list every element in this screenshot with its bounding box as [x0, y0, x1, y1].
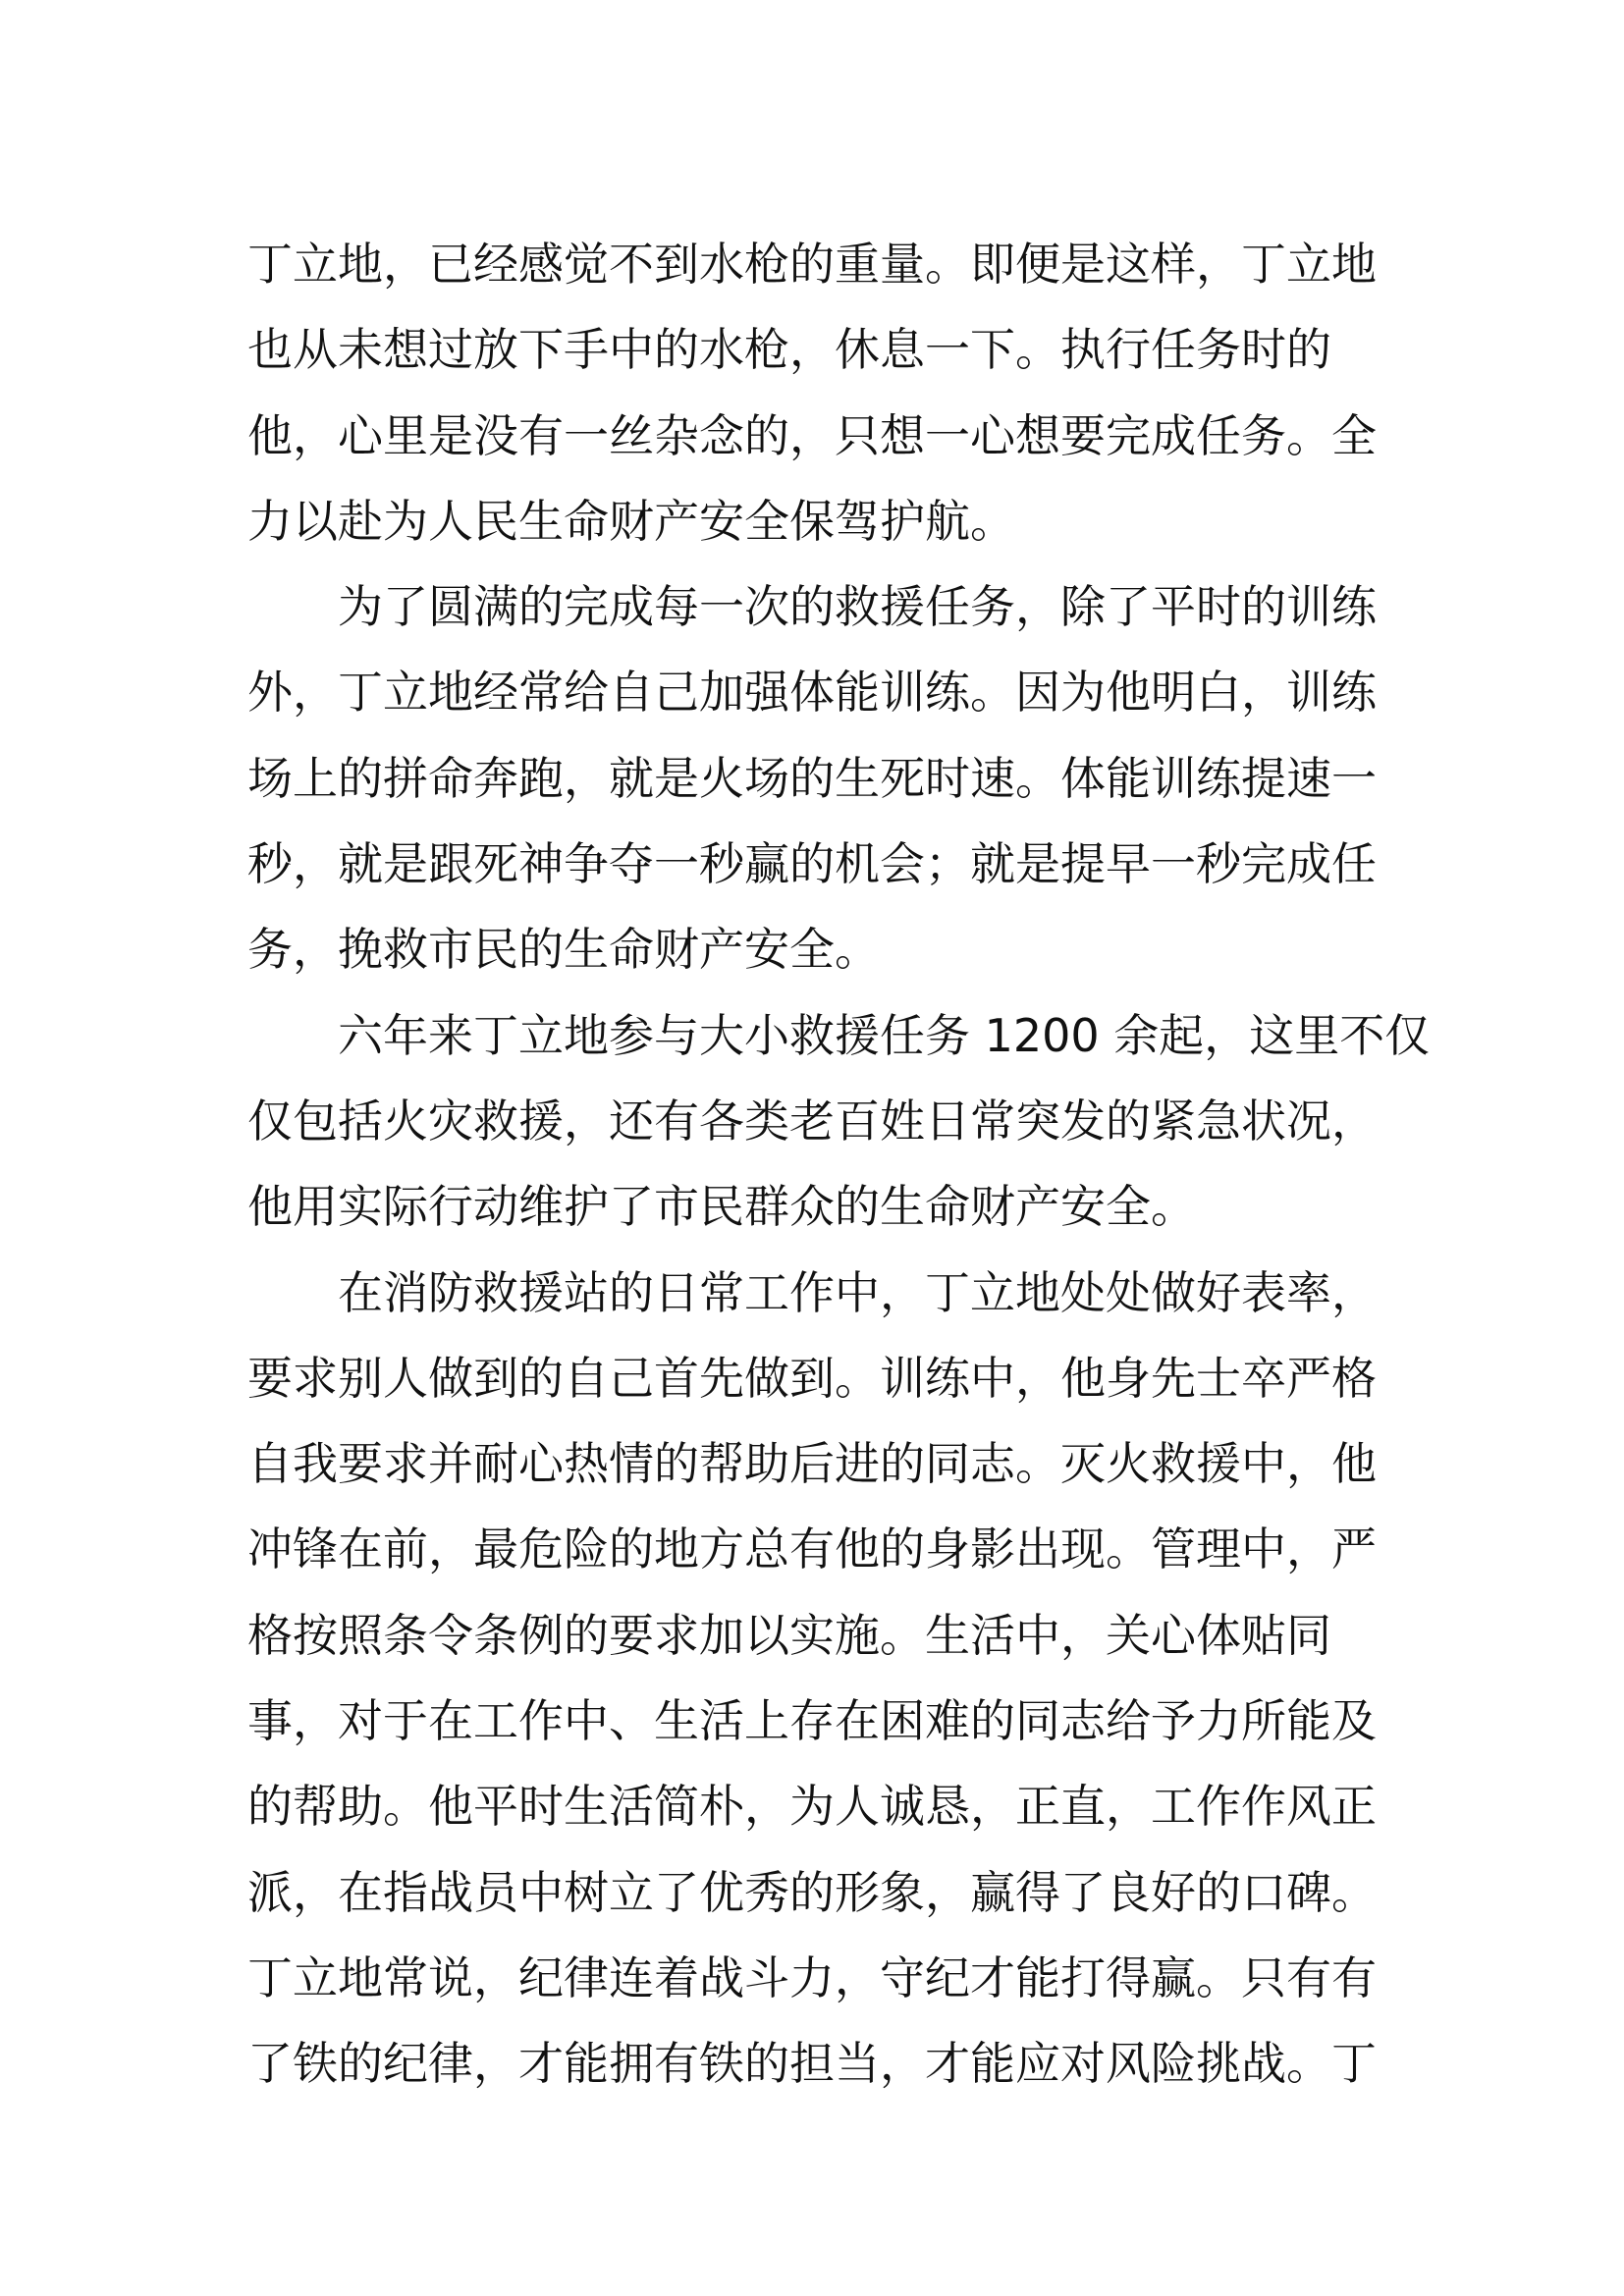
text-line: 他，心里是没有一丝杂念的，只想一心想要完成任务。全	[247, 408, 1377, 462]
text-line: 派，在指战员中树立了优秀的形象，赢得了良好的口碑。	[247, 1865, 1377, 1919]
text-line: 了铁的纪律，才能拥有铁的担当，才能应对风险挑战。丁	[247, 2037, 1377, 2091]
text-line: 事，对于在工作中、生活上存在困难的同志给予力所能及	[247, 1694, 1377, 1748]
text-line: 丁立地常说，纪律连着战斗力，守纪才能打得赢。只有有	[247, 1950, 1377, 2004]
text-line: 自我要求并耐心热情的帮助后进的同志。灭火救援中，他	[247, 1437, 1377, 1491]
paragraph-first-line: 六年来丁立地参与大小救援任务 1200 余起，这里不仅	[338, 1008, 1431, 1062]
text-line: 也从未想过放下手中的水枪，休息一下。执行任务时的	[247, 323, 1331, 377]
text-line: 秒，就是跟死神争夺一秒赢的机会；就是提早一秒完成任	[247, 837, 1377, 891]
text-line: 务，挽救市民的生命财产安全。	[247, 923, 880, 977]
paragraph-first-line: 为了圆满的完成每一次的救援任务，除了平时的训练	[338, 580, 1377, 634]
text-line: 的帮助。他平时生活简朴，为人诚恳，正直，工作作风正	[247, 1780, 1377, 1834]
text-line: 冲锋在前，最危险的地方总有他的身影出现。管理中，严	[247, 1522, 1377, 1576]
body-text	[247, 222, 1431, 2108]
text-line: 要求别人做到的自己首先做到。训练中，他身先士卒严格	[247, 1351, 1377, 1405]
text-line: 丁立地，已经感觉不到水枪的重量。即便是这样，丁立地	[247, 238, 1377, 291]
text-line: 场上的拼命奔跑，就是火场的生死时速。体能训练提速一	[247, 751, 1377, 805]
text-line: 格按照条令条例的要求加以实施。生活中，关心体贴同	[247, 1608, 1331, 1662]
text-line: 外，丁立地经常给自己加强体能训练。因为他明白，训练	[247, 666, 1377, 720]
text-line: 力以赴为人民生命财产安全保驾护航。	[247, 494, 1015, 548]
text-line: 仅包括火灾救援，还有各类老百姓日常突发的紧急状况，	[247, 1094, 1377, 1148]
text-line: 他用实际行动维护了市民群众的生命财产安全。	[247, 1180, 1196, 1234]
paragraph-first-line: 在消防救援站的日常工作中，丁立地处处做好表率，	[338, 1265, 1377, 1319]
